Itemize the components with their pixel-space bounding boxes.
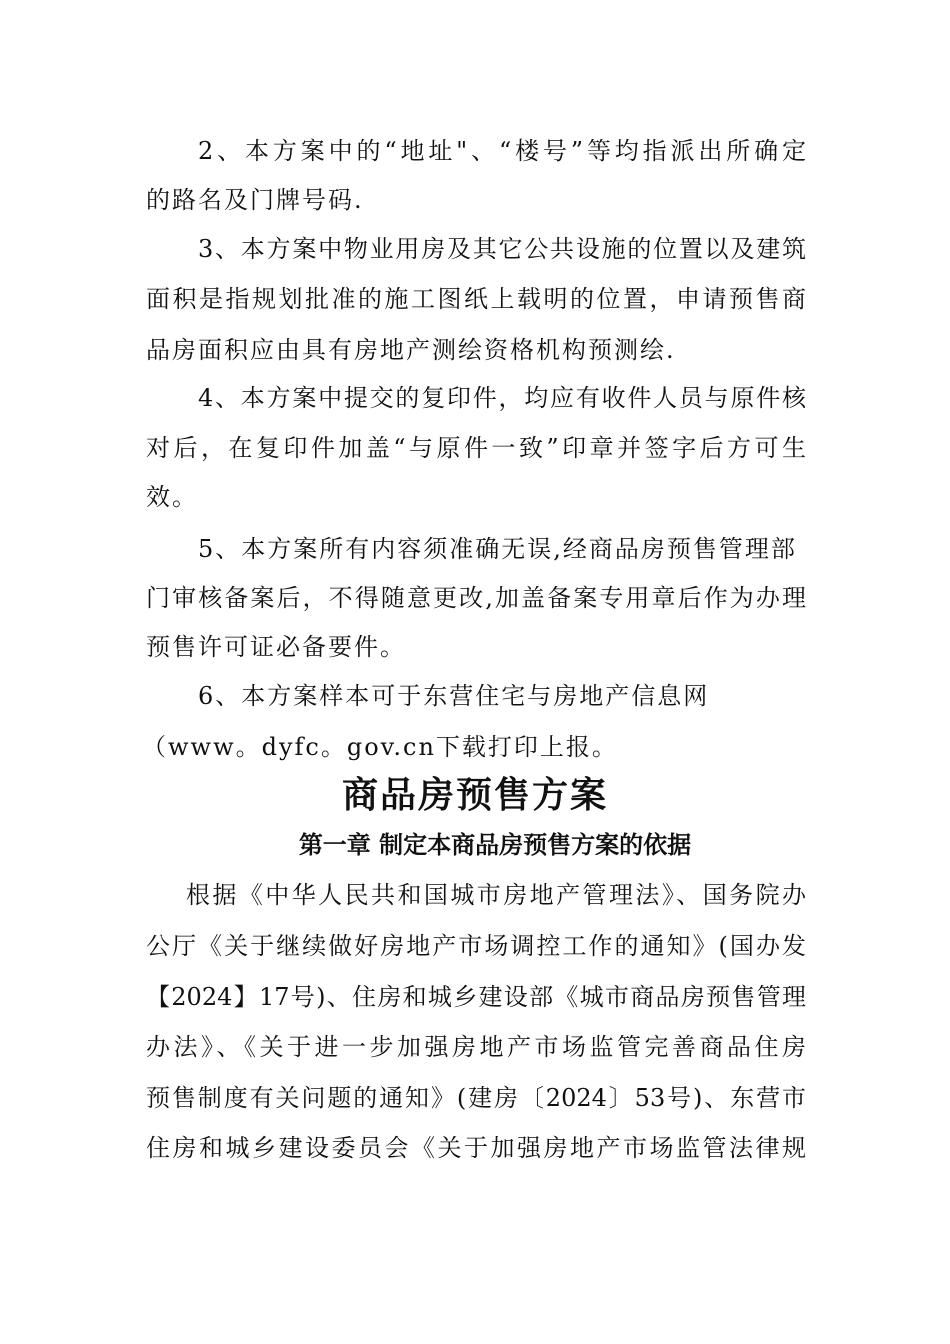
- note-4-line-2: 对后，在复印件加盖“与原件一致”印章并签字后方可生: [146, 434, 806, 462]
- note-4-line-1: 4、本方案中提交的复印件，均应有收件人员与原件核: [198, 384, 806, 412]
- body-line-4: 办法》、《关于进一步加强房地产市场监管完善商品住房: [146, 1033, 806, 1061]
- note-5-line-1: 5、本方案所有内容须准确无误,经商品房预售管理部: [198, 535, 797, 563]
- body-line-1: 根据《中华人民共和国城市房地产管理法》、国务院办: [186, 881, 806, 909]
- note-6-line-1: 6、本方案样本可于东营住宅与房地产信息网: [198, 682, 710, 710]
- document-title: 商品房预售方案: [341, 774, 608, 816]
- note-4-line-3: 效。: [146, 483, 198, 511]
- note-5-line-2: 门审核备案后，不得随意更改,加盖备案专用章后作为办理: [146, 584, 806, 612]
- note-3-line-1: 3、本方案中物业用房及其它公共设施的位置以及建筑: [198, 235, 806, 263]
- body-line-2: 公厅《关于继续做好房地产市场调控工作的通知》(国办发: [146, 932, 806, 960]
- chapter-heading: 第一章 制定本商品房预售方案的依据: [298, 831, 692, 859]
- body-line-3: 【2024】17号)、住房和城乡建设部《城市商品房预售管理: [146, 983, 806, 1011]
- note-6-line-2: （www。dyfc。gov.cn下载打印上报。: [142, 733, 618, 761]
- body-line-6: 住房和城乡建设委员会《关于加强房地产市场监管法律规: [146, 1134, 806, 1162]
- note-2-line-1: 2、本方案中的“地址"、“楼号”等均指派出所确定: [198, 137, 806, 165]
- body-line-5: 预售制度有关问题的通知》(建房〔2024〕53号)、东营市: [146, 1084, 806, 1112]
- note-3-line-2: 面积是指规划批准的施工图纸上载明的位置，申请预售商: [146, 285, 806, 313]
- note-2-line-2: 的路名及门牌号码.: [146, 186, 364, 214]
- note-3-line-3: 品房面积应由具有房地产测绘资格机构预测绘.: [146, 336, 676, 364]
- note-5-line-3: 预售许可证必备要件。: [146, 633, 406, 661]
